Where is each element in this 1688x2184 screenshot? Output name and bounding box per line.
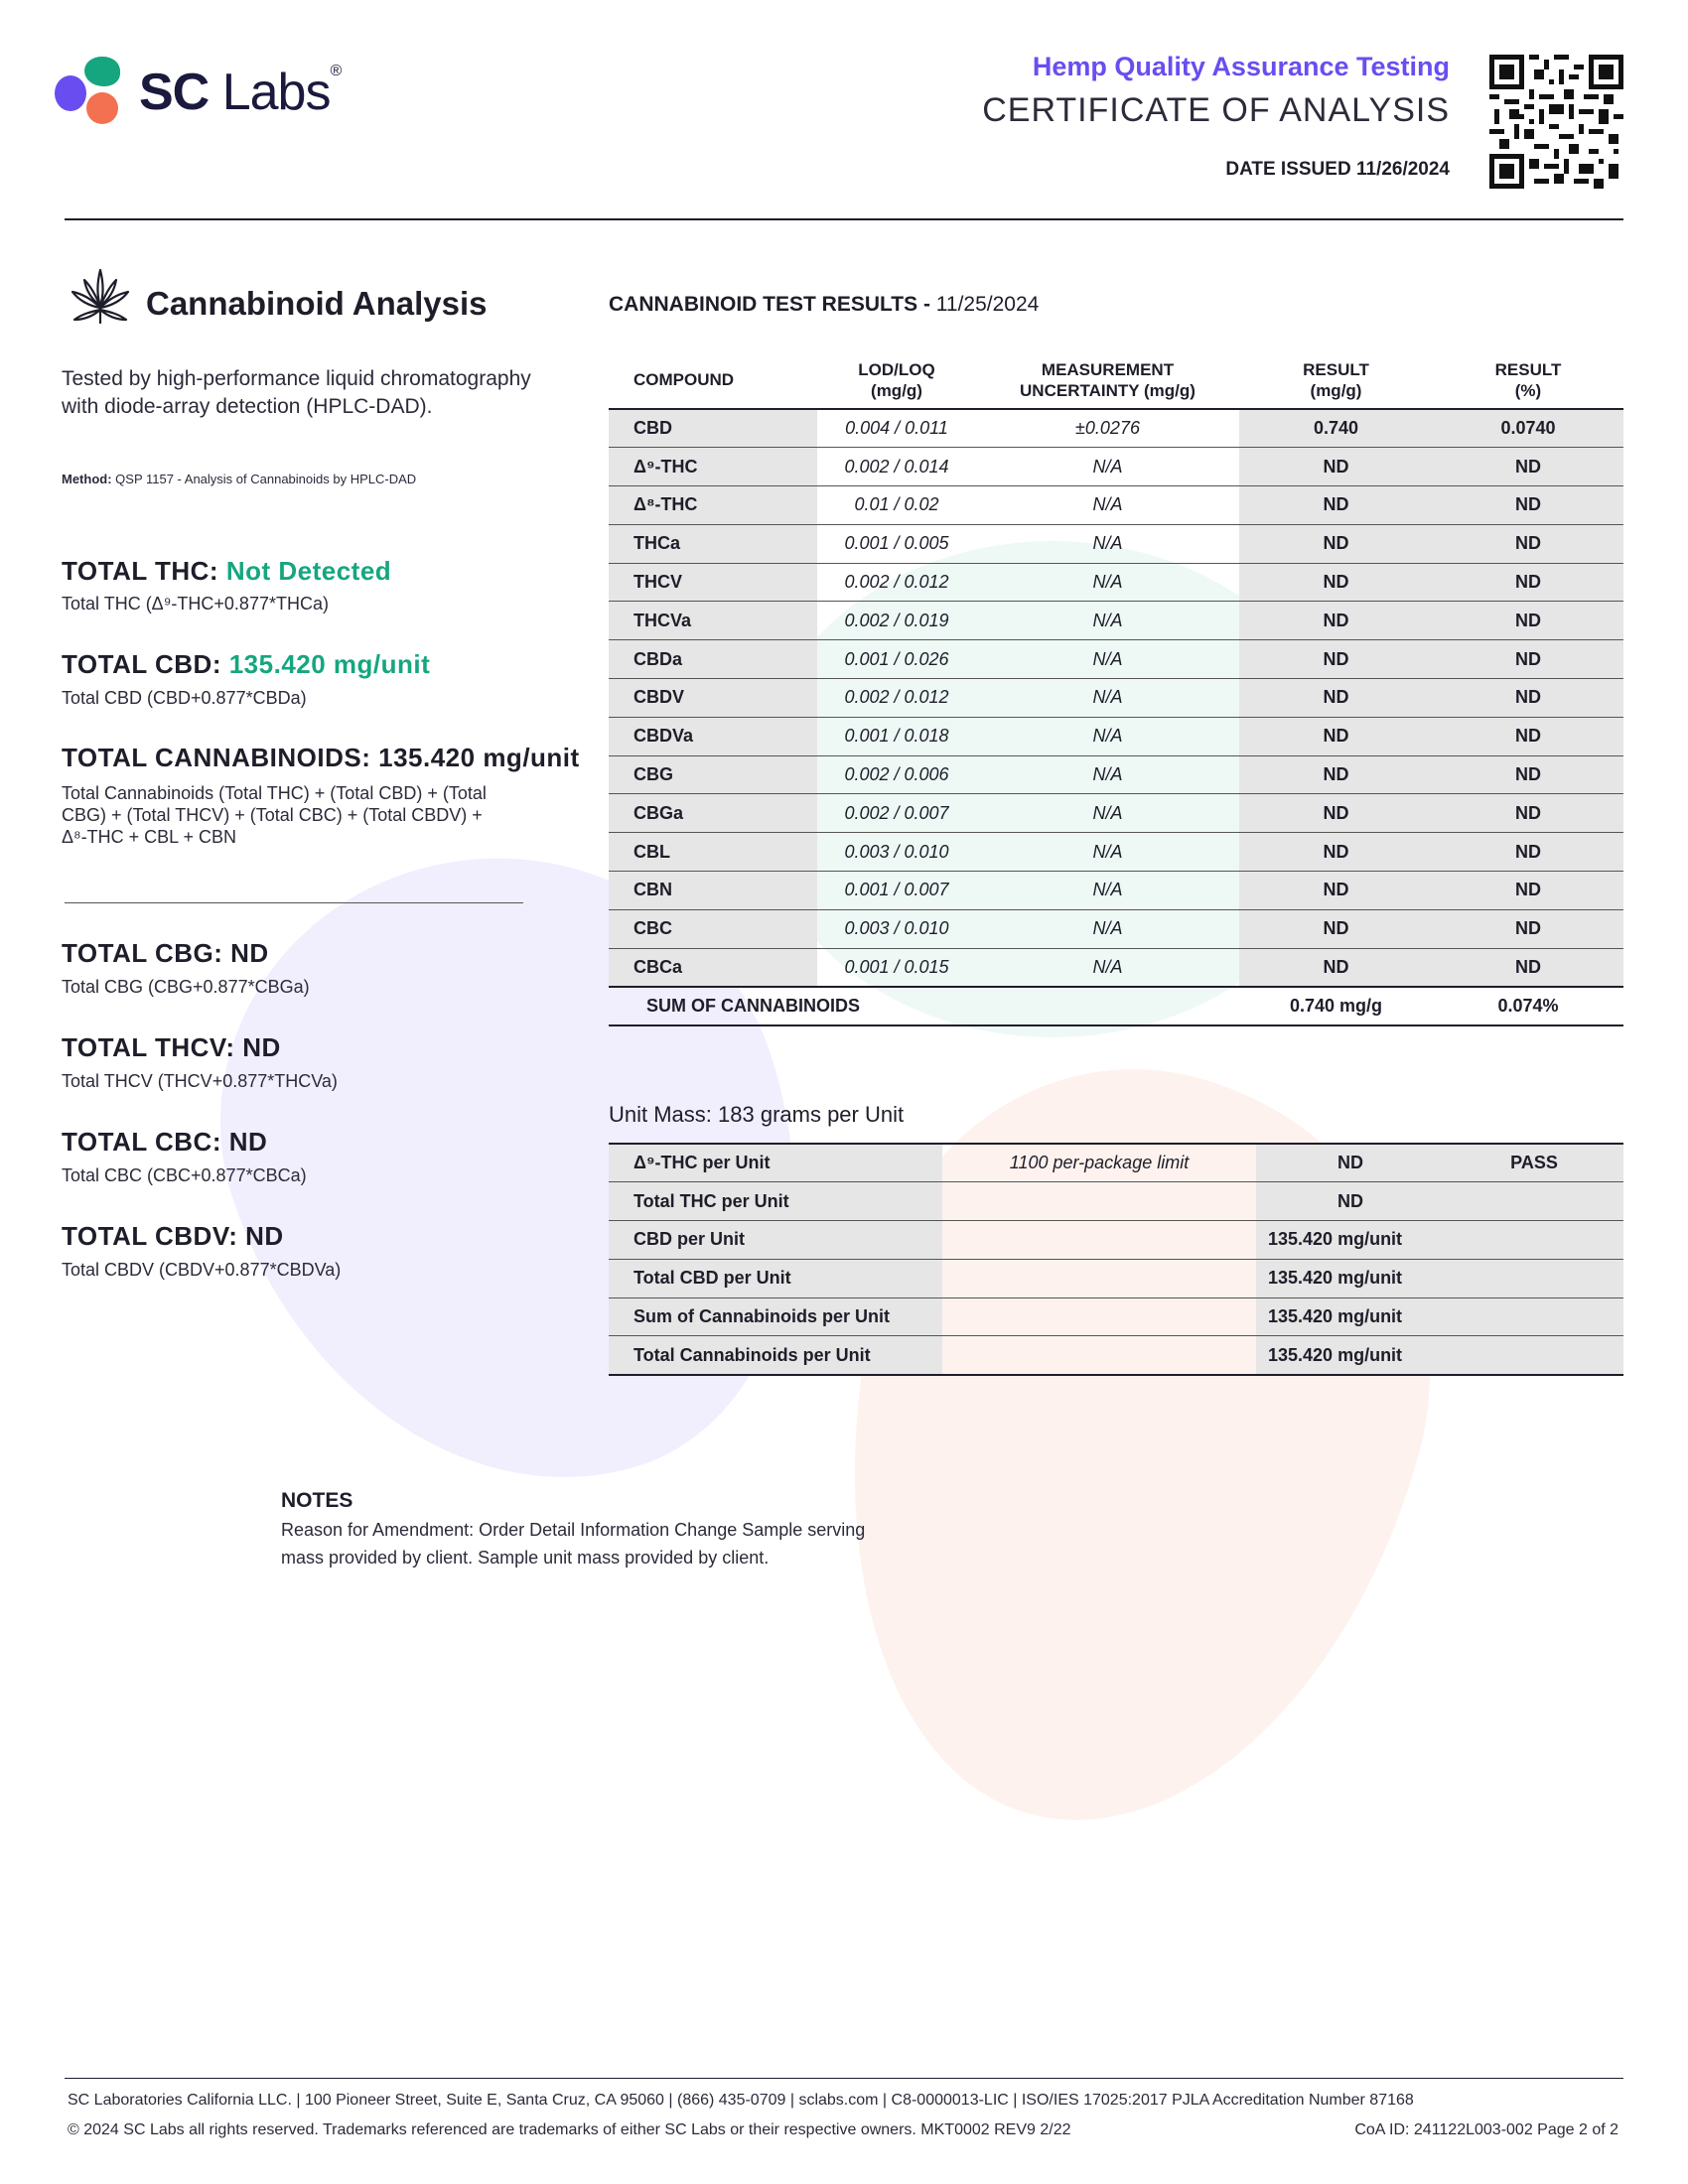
unit-note bbox=[942, 1297, 1256, 1336]
unit-value: 135.420 mg/unit bbox=[1256, 1259, 1445, 1297]
unit-mass: Unit Mass: 183 grams per Unit bbox=[609, 1102, 905, 1127]
compound-cell: CBDa bbox=[609, 640, 817, 679]
result-mg-cell: ND bbox=[1239, 602, 1433, 640]
sum-label: SUM OF CANNABINOIDS bbox=[609, 987, 1239, 1025]
lod-cell: 0.001 / 0.015 bbox=[817, 948, 976, 987]
table-row bbox=[609, 448, 1623, 486]
sum-pct: 0.074% bbox=[1433, 987, 1623, 1025]
table-row bbox=[609, 909, 1623, 948]
lod-cell: 0.002 / 0.014 bbox=[817, 448, 976, 486]
total-thcv-formula: Total THCV (THCV+0.877*THCVa) bbox=[62, 1071, 338, 1091]
table-row bbox=[609, 679, 1623, 718]
header-compound: COMPOUND bbox=[609, 351, 817, 409]
table-header-row bbox=[609, 351, 1623, 409]
unit-value: 135.420 mg/unit bbox=[1256, 1336, 1445, 1375]
header-result-mg: RESULT (mg/g) bbox=[1239, 351, 1433, 409]
lod-cell: 0.004 / 0.011 bbox=[817, 409, 976, 448]
unit-note: 1100 per-package limit bbox=[942, 1144, 1256, 1182]
total-cbc-formula: Total CBC (CBC+0.877*CBCa) bbox=[62, 1165, 307, 1185]
unit-row bbox=[609, 1297, 1623, 1336]
result-pct-cell: ND bbox=[1433, 794, 1623, 833]
sc-labs-logo bbox=[55, 55, 382, 134]
date-issued: DATE ISSUED 11/26/2024 bbox=[1225, 159, 1450, 180]
compound-cell: CBN bbox=[609, 872, 817, 910]
compound-cell: Δ⁸-THC bbox=[609, 486, 817, 525]
notes-title: NOTES bbox=[281, 1489, 353, 1512]
table-row bbox=[609, 640, 1623, 679]
unit-label: Total THC per Unit bbox=[609, 1182, 942, 1221]
compound-cell: THCa bbox=[609, 524, 817, 563]
lod-cell: 0.001 / 0.005 bbox=[817, 524, 976, 563]
table-row bbox=[609, 602, 1623, 640]
lod-cell: 0.002 / 0.012 bbox=[817, 563, 976, 602]
qr-code-icon[interactable] bbox=[1489, 55, 1623, 189]
uncertainty-cell: N/A bbox=[976, 948, 1239, 987]
result-mg-cell: ND bbox=[1239, 872, 1433, 910]
compound-cell: CBDV bbox=[609, 679, 817, 718]
uncertainty-cell: N/A bbox=[976, 755, 1239, 794]
lod-cell: 0.01 / 0.02 bbox=[817, 486, 976, 525]
unit-row bbox=[609, 1336, 1623, 1375]
result-mg-cell: ND bbox=[1239, 909, 1433, 948]
result-pct-cell: ND bbox=[1433, 486, 1623, 525]
unit-row bbox=[609, 1182, 1623, 1221]
uncertainty-cell: N/A bbox=[976, 679, 1239, 718]
total-thc: TOTAL THC: Not Detected bbox=[62, 556, 392, 586]
result-pct-cell: ND bbox=[1433, 640, 1623, 679]
uncertainty-cell: N/A bbox=[976, 717, 1239, 755]
compound-cell: Δ⁹-THC bbox=[609, 448, 817, 486]
cannabinoid-results-table bbox=[609, 351, 1623, 1026]
result-pct-cell: ND bbox=[1433, 717, 1623, 755]
footer-copyright: © 2024 SC Labs all rights reserved. Trademarks referenced are trademarks of either SC Labs or their respective owners. MKT0002 REV9 2/22 bbox=[68, 2121, 1071, 2138]
result-mg-cell: ND bbox=[1239, 755, 1433, 794]
lod-cell: 0.002 / 0.006 bbox=[817, 755, 976, 794]
per-unit-table bbox=[609, 1143, 1623, 1376]
unit-status bbox=[1445, 1259, 1623, 1297]
lod-cell: 0.002 / 0.007 bbox=[817, 794, 976, 833]
compound-cell: CBL bbox=[609, 833, 817, 872]
unit-note bbox=[942, 1221, 1256, 1260]
unit-status: PASS bbox=[1445, 1144, 1623, 1182]
unit-value: ND bbox=[1256, 1182, 1445, 1221]
uncertainty-cell: N/A bbox=[976, 640, 1239, 679]
total-cannabinoids: TOTAL CANNABINOIDS: 135.420 mg/unit bbox=[62, 743, 580, 772]
header-uncertainty: MEASUREMENT UNCERTAINTY (mg/g) bbox=[976, 351, 1239, 409]
unit-note bbox=[942, 1259, 1256, 1297]
uncertainty-cell: N/A bbox=[976, 602, 1239, 640]
total-thcv: TOTAL THCV: ND bbox=[62, 1032, 281, 1062]
unit-note bbox=[942, 1182, 1256, 1221]
total-cbd-formula: Total CBD (CBD+0.877*CBDa) bbox=[62, 688, 307, 708]
unit-label: Δ⁹-THC per Unit bbox=[609, 1144, 942, 1182]
result-mg-cell: ND bbox=[1239, 640, 1433, 679]
table-row bbox=[609, 872, 1623, 910]
result-pct-cell: ND bbox=[1433, 448, 1623, 486]
result-pct-cell: ND bbox=[1433, 872, 1623, 910]
left-divider bbox=[65, 902, 523, 903]
uncertainty-cell: N/A bbox=[976, 486, 1239, 525]
compound-cell: CBCa bbox=[609, 948, 817, 987]
total-cbdv-formula: Total CBDV (CBDV+0.877*CBDVa) bbox=[62, 1260, 342, 1280]
total-cbc: TOTAL CBC: ND bbox=[62, 1127, 268, 1157]
result-mg-cell: ND bbox=[1239, 833, 1433, 872]
total-cbg: TOTAL CBG: ND bbox=[62, 938, 269, 968]
compound-cell: CBC bbox=[609, 909, 817, 948]
result-mg-cell: ND bbox=[1239, 486, 1433, 525]
result-mg-cell: ND bbox=[1239, 679, 1433, 718]
unit-label: CBD per Unit bbox=[609, 1221, 942, 1260]
table-row bbox=[609, 794, 1623, 833]
table-row bbox=[609, 524, 1623, 563]
result-pct-cell: ND bbox=[1433, 679, 1623, 718]
lod-cell: 0.001 / 0.018 bbox=[817, 717, 976, 755]
compound-cell: CBDVa bbox=[609, 717, 817, 755]
sum-row bbox=[609, 987, 1623, 1025]
unit-row bbox=[609, 1259, 1623, 1297]
total-cbg-formula: Total CBG (CBG+0.877*CBGa) bbox=[62, 977, 310, 997]
method-description: Tested by high-performance liquid chromatography with diode-array detection (HPLC-DAD). bbox=[62, 367, 531, 418]
result-mg-cell: 0.740 bbox=[1239, 409, 1433, 448]
header-result-pct: RESULT (%) bbox=[1433, 351, 1623, 409]
result-pct-cell: ND bbox=[1433, 755, 1623, 794]
result-mg-cell: ND bbox=[1239, 563, 1433, 602]
unit-row bbox=[609, 1144, 1623, 1182]
sum-mg: 0.740 mg/g bbox=[1239, 987, 1433, 1025]
table-row bbox=[609, 755, 1623, 794]
total-cbdv: TOTAL CBDV: ND bbox=[62, 1221, 284, 1251]
table-row bbox=[609, 409, 1623, 448]
header-lod: LOD/LOQ (mg/g) bbox=[817, 351, 976, 409]
uncertainty-cell: N/A bbox=[976, 872, 1239, 910]
table-row bbox=[609, 717, 1623, 755]
table-row bbox=[609, 948, 1623, 987]
total-cannabinoids-formula: Total Cannabinoids (Total THC) + (Total CBD) + (Total CBG) + (Total THCV) + (Total CBC) + (Total CBDV) + Δ⁸-THC + CBL + CBN bbox=[62, 783, 487, 847]
logo-wordmark: SC Labs® bbox=[139, 63, 342, 121]
unit-status bbox=[1445, 1182, 1623, 1221]
total-thc-formula: Total THC (Δ⁹-THC+0.877*THCa) bbox=[62, 594, 329, 614]
lod-cell: 0.002 / 0.019 bbox=[817, 602, 976, 640]
result-mg-cell: ND bbox=[1239, 524, 1433, 563]
result-mg-cell: ND bbox=[1239, 448, 1433, 486]
compound-cell: THCV bbox=[609, 563, 817, 602]
header-divider bbox=[65, 218, 1623, 220]
uncertainty-cell: N/A bbox=[976, 448, 1239, 486]
result-pct-cell: ND bbox=[1433, 602, 1623, 640]
uncertainty-cell: N/A bbox=[976, 794, 1239, 833]
header-title: CERTIFICATE OF ANALYSIS bbox=[982, 91, 1450, 129]
unit-label: Sum of Cannabinoids per Unit bbox=[609, 1297, 942, 1336]
unit-note bbox=[942, 1336, 1256, 1375]
result-pct-cell: ND bbox=[1433, 833, 1623, 872]
unit-label: Total Cannabinoids per Unit bbox=[609, 1336, 942, 1375]
unit-status bbox=[1445, 1297, 1623, 1336]
uncertainty-cell: N/A bbox=[976, 833, 1239, 872]
table-row bbox=[609, 833, 1623, 872]
result-pct-cell: ND bbox=[1433, 524, 1623, 563]
lod-cell: 0.003 / 0.010 bbox=[817, 909, 976, 948]
table-row bbox=[609, 486, 1623, 525]
header-subtitle: Hemp Quality Assurance Testing bbox=[1032, 52, 1450, 81]
compound-cell: CBGa bbox=[609, 794, 817, 833]
footer-divider bbox=[65, 2078, 1623, 2079]
table-row bbox=[609, 563, 1623, 602]
unit-value: ND bbox=[1256, 1144, 1445, 1182]
lod-cell: 0.003 / 0.010 bbox=[817, 833, 976, 872]
compound-cell: CBG bbox=[609, 755, 817, 794]
section-title: Cannabinoid Analysis bbox=[146, 285, 488, 322]
footer-address: SC Laboratories California LLC. | 100 Pioneer Street, Suite E, Santa Cruz, CA 95060 | (866) 435-0709 | sclabs.com | C8-0000013-LIC | ISO/IES 17025:2017 PJLA Accreditation Number 87168 bbox=[68, 2092, 1414, 2109]
notes-text: Reason for Amendment: Order Detail Information Change Sample serving mass provided by client. Sample unit mass provided by client. bbox=[281, 1520, 866, 1568]
unit-status bbox=[1445, 1221, 1623, 1260]
result-pct-cell: ND bbox=[1433, 909, 1623, 948]
lod-cell: 0.001 / 0.007 bbox=[817, 872, 976, 910]
method-line: Method: QSP 1157 - Analysis of Cannabinoids by HPLC-DAD bbox=[62, 472, 417, 486]
results-title: CANNABINOID TEST RESULTS - 11/25/2024 bbox=[609, 293, 1040, 316]
result-mg-cell: ND bbox=[1239, 948, 1433, 987]
footer-coa-id: CoA ID: 241122L003-002 Page 2 of 2 bbox=[1354, 2121, 1618, 2138]
uncertainty-cell: N/A bbox=[976, 524, 1239, 563]
cannabis-leaf-icon bbox=[65, 266, 136, 338]
lod-cell: 0.002 / 0.012 bbox=[817, 679, 976, 718]
uncertainty-cell: N/A bbox=[976, 909, 1239, 948]
compound-cell: CBD bbox=[609, 409, 817, 448]
lod-cell: 0.001 / 0.026 bbox=[817, 640, 976, 679]
total-cbd: TOTAL CBD: 135.420 mg/unit bbox=[62, 649, 431, 679]
logo-mark-icon bbox=[55, 55, 129, 134]
unit-label: Total CBD per Unit bbox=[609, 1259, 942, 1297]
result-pct-cell: ND bbox=[1433, 563, 1623, 602]
compound-cell: THCVa bbox=[609, 602, 817, 640]
unit-value: 135.420 mg/unit bbox=[1256, 1221, 1445, 1260]
result-mg-cell: ND bbox=[1239, 794, 1433, 833]
result-pct-cell: 0.0740 bbox=[1433, 409, 1623, 448]
uncertainty-cell: N/A bbox=[976, 563, 1239, 602]
unit-row bbox=[609, 1221, 1623, 1260]
result-pct-cell: ND bbox=[1433, 948, 1623, 987]
result-mg-cell: ND bbox=[1239, 717, 1433, 755]
unit-value: 135.420 mg/unit bbox=[1256, 1297, 1445, 1336]
unit-status bbox=[1445, 1336, 1623, 1375]
uncertainty-cell: ±0.0276 bbox=[976, 409, 1239, 448]
